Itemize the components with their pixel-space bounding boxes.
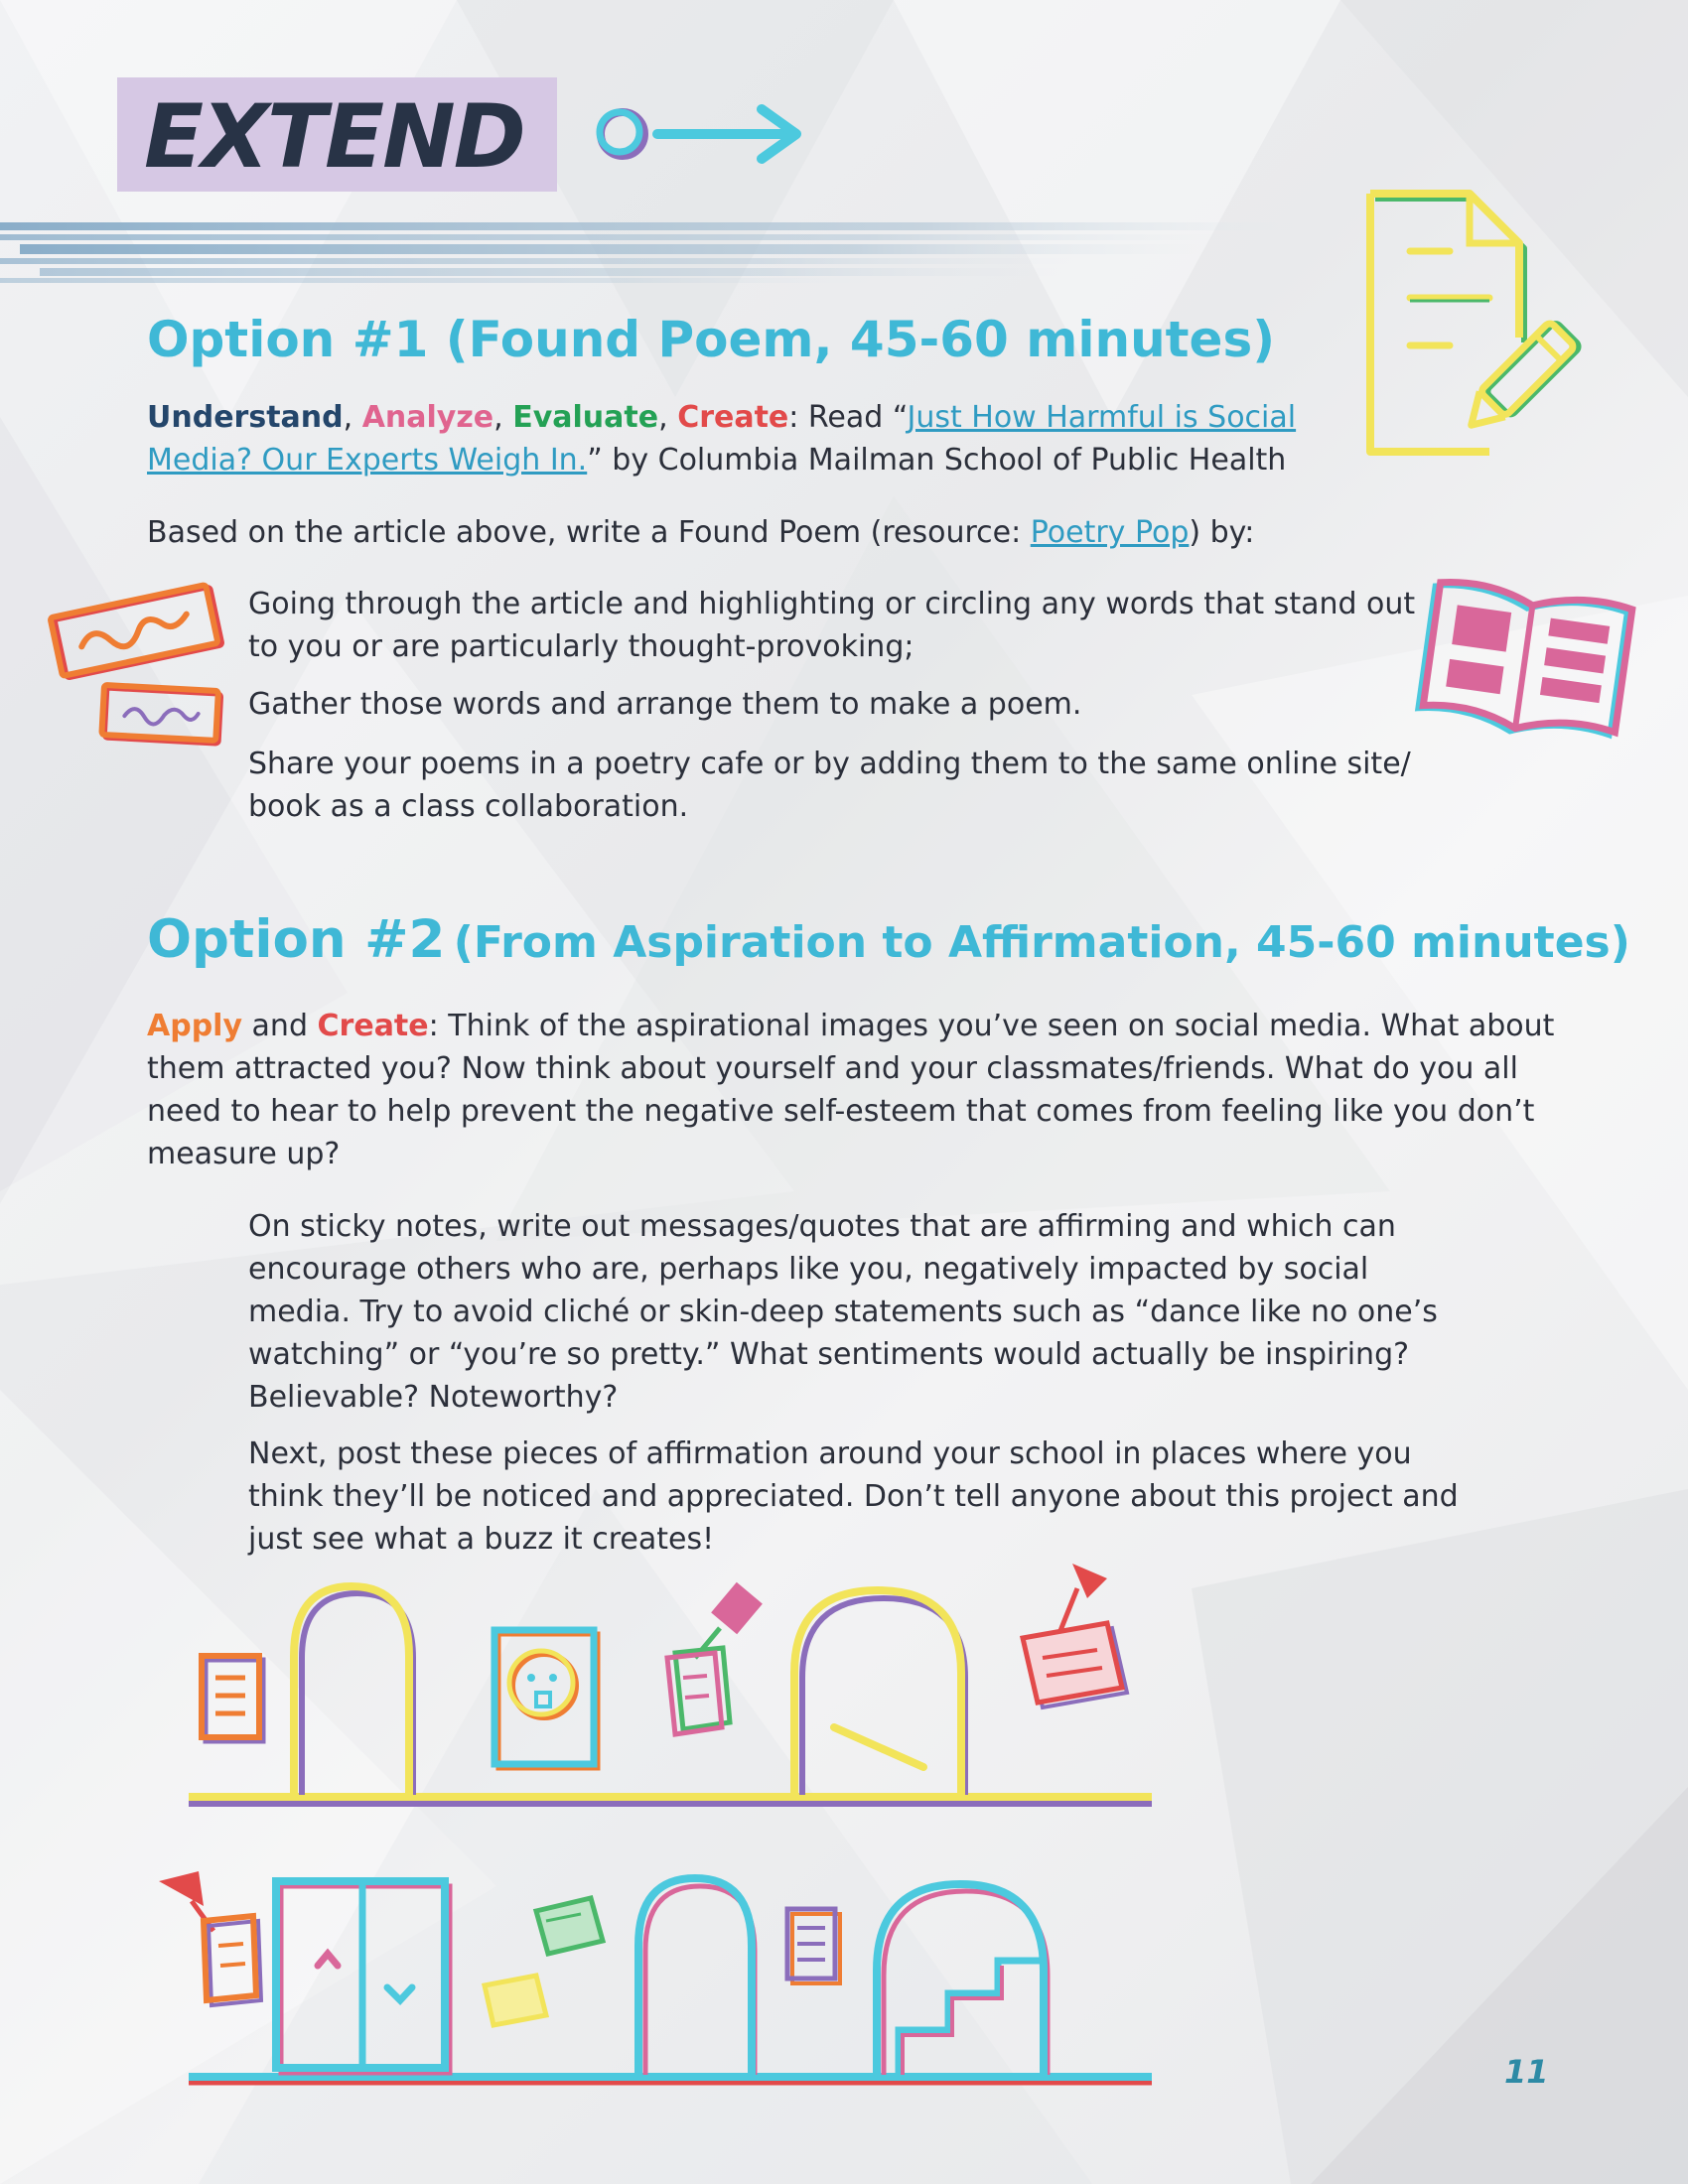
option1-intro — [147, 511, 1388, 554]
school-hallway-illustration-bottom — [144, 1866, 1177, 2095]
locker-icon — [276, 1881, 450, 2073]
article-link[interactable]: Just How Harmful is Social Media? Our Experts Weigh In. — [147, 400, 1297, 478]
bloom-apply: Apply — [147, 1009, 243, 1043]
sticky-note-icon — [787, 1909, 840, 1983]
brush-stroke-divider — [0, 216, 1321, 286]
connector: and — [242, 1009, 318, 1043]
option1-title: Option #1 (Found Poem, 45-60 minutes) — [147, 311, 1276, 368]
intro-suffix: ) by: — [1189, 515, 1255, 550]
sticky-note-icon — [485, 1898, 603, 2025]
bloom-create: Create — [317, 1009, 429, 1043]
sticky-note-icon — [1023, 1623, 1127, 1707]
document-pencil-icon — [1350, 184, 1599, 481]
option2-instructions — [147, 1005, 1557, 1175]
option2-step-1: On sticky notes, write out messages/quotes that are affirming and which can encourage others who are, perhaps like you, negatively impacted by social media. Try to avoid cliché or skin-deep statements such as “dance like no one’s watching” or “you’re so pretty.” What sentiments would actually be inspiring? Believable? Noteworthy? — [248, 1209, 1438, 1415]
separator: , — [343, 400, 362, 435]
door-icon — [638, 1878, 755, 2075]
read-suffix: ” by Columbia Mailman School of Public Health — [587, 443, 1287, 478]
stairs-arch-icon — [877, 1884, 1048, 2075]
page-title: EXTEND — [144, 85, 524, 188]
ticket-icon — [45, 586, 233, 754]
bloom-evaluate: Evaluate — [512, 400, 659, 435]
option2-title-sub: (From Aspiration to Affirmation, 45-60 minutes) — [453, 917, 1630, 968]
option2-title — [147, 908, 1630, 981]
bloom-understand: Understand — [147, 400, 344, 435]
scroll-note-icon — [667, 1648, 730, 1734]
bloom-analyze: Analyze — [361, 400, 494, 435]
read-prefix: : Read “ — [788, 400, 908, 435]
option1-step-2: Gather those words and arrange them to make a poem. — [248, 687, 1082, 722]
option1-step-3: Share your poems in a poetry cafe or by adding them to the same online site/ book as a class collaboration. — [248, 747, 1411, 824]
poster-icon — [494, 1630, 598, 1768]
arrow-right-icon — [588, 99, 816, 169]
sticky-note-icon — [202, 1656, 263, 1741]
option2-body: : Think of the aspirational images you’ve seen on social media. What about them attracted you? Now think about yourself and your classmates/friends. What do you all need to hear to help prevent the negative self-esteem that comes from feeling like you don’t measure up? — [147, 1009, 1555, 1171]
intro-text: Based on the article above, write a Found Poem (resource: — [147, 515, 1031, 550]
page-number: 11 — [1504, 2053, 1549, 2091]
bloom-create: Create — [677, 400, 789, 435]
separator: , — [493, 400, 513, 435]
school-hallway-illustration-top — [179, 1559, 1172, 1817]
pushpin-icon — [695, 1582, 763, 1658]
door-icon — [794, 1590, 965, 1795]
door-icon — [294, 1586, 413, 1795]
separator: , — [658, 400, 678, 435]
option1-instructions — [147, 396, 1338, 481]
poetry-pop-link[interactable]: Poetry Pop — [1030, 515, 1190, 550]
open-book-icon — [1415, 581, 1643, 754]
option2-step-2: Next, post these pieces of affirmation around your school in places where you think they’ll be noticed and appreciated. Don’t tell anyone about this project and just see what a buzz it creates! — [248, 1436, 1459, 1557]
option1-step-1: Going through the article and highlighting or circling any words that stand out to you or are particularly thought-provoking; — [248, 587, 1416, 664]
option2-title-main: Option #2 — [147, 909, 446, 970]
